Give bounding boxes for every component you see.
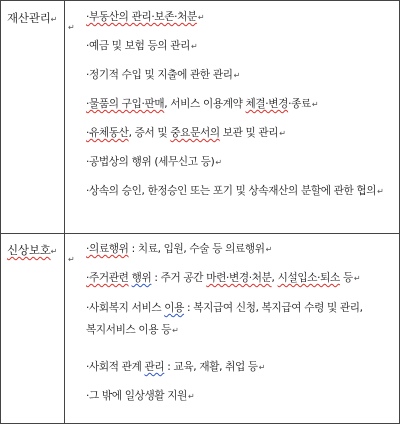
list-item-text: ·정기적 수입 및 지출에 관한 관리 [86, 69, 233, 81]
list-item-text: ·유체동산 [86, 127, 129, 139]
table-left-border [0, 0, 1, 424]
list-item-text: 행위 [131, 272, 152, 284]
list-item [86, 238, 392, 261]
paragraph-mark-icon: ↵ [68, 23, 75, 32]
list-item-text: ·부동산의 관리·보존·처분 [86, 11, 197, 23]
list-item-text: 마련·변경·처분 [206, 272, 272, 284]
list-item [86, 122, 392, 145]
list-item [86, 180, 386, 203]
table-top-border [0, 0, 400, 1]
paragraph-mark-icon: ↵ [215, 158, 222, 167]
list-item-text: ·예금 및 보험 등의 관리 [86, 40, 191, 52]
paragraph-mark-icon: ↵ [233, 71, 240, 80]
paragraph-mark-icon: ↵ [279, 129, 286, 138]
list-item-text: 중요문서의 [170, 127, 220, 139]
list-item [86, 6, 392, 29]
paragraph-mark-icon: ↵ [353, 274, 361, 283]
list-item-text: ·그 밖에 일상생활 지원 [86, 390, 188, 402]
list-item-text: ·종료 [288, 98, 311, 110]
paragraph-mark-icon: ↵ [265, 245, 272, 254]
paragraph-mark-icon: ↵ [50, 15, 58, 24]
paragraph-mark-icon: ↵ [188, 392, 195, 401]
category-cell-label: 재산관리↵ [7, 11, 58, 25]
paragraph-mark-icon: ↵ [172, 326, 179, 335]
list-item-text: , [271, 272, 278, 284]
list-item-text: 관리 [144, 361, 165, 373]
list-item [86, 151, 392, 174]
list-item [86, 93, 392, 116]
list-item [86, 297, 386, 342]
list-item-text: : 복지급여 신청, 복지급여 수령 및 관리, 복지서비스 이용 등 [86, 302, 363, 336]
category-cell-label: 신상보호↵ [7, 243, 58, 257]
table-column-divider [64, 0, 65, 424]
list-item-text: ·사회복지 서비스 [86, 302, 165, 314]
list-item-text: ·주거관련 [86, 272, 129, 284]
list-item-text: 체결·변경 [245, 98, 289, 110]
list-item-text: , 서비스 이용계약 [164, 98, 246, 110]
table-row-divider [0, 233, 400, 234]
list-item-text: ·사회적 관계 [86, 361, 145, 373]
paragraph-mark-icon: ↵ [258, 363, 266, 372]
list-item-text: : 주거 공간 [151, 272, 207, 284]
list-item-text: 시설입소·퇴소 [277, 272, 340, 284]
list-item [86, 267, 392, 290]
list-item-text: ·상속의 승인, 한정승인 또는 포기 및 상속재산의 분할에 관한 협의 [86, 185, 377, 197]
paragraph-mark-icon: ↵ [68, 255, 75, 264]
list-item-text: , 증서 및 [128, 127, 171, 139]
paragraph-mark-icon: ↵ [311, 100, 319, 109]
paragraph-mark-icon: ↵ [377, 187, 384, 196]
list-item [86, 385, 392, 408]
list-item-text: : 치료, 입원, 수술 등 의료행위 [128, 243, 265, 255]
list-item-text: ·물품의 구입·판매 [86, 98, 165, 110]
paragraph-mark-icon: ↵ [197, 13, 205, 22]
paragraph-mark-icon: ↵ [50, 247, 58, 256]
list-item [86, 35, 392, 58]
list-item-text: : 교육, 재활, 취업 등 [164, 361, 258, 373]
list-item-text: 보관 및 관리 [219, 127, 279, 139]
list-item-text: 이용 [164, 302, 185, 314]
list-item-text: ·의료행위 [86, 243, 129, 255]
list-item [86, 356, 392, 379]
list-item-text: ·공법상의 행위 (세무신고 등) [86, 156, 215, 168]
list-item [86, 64, 392, 87]
paragraph-mark-icon: ↵ [191, 42, 198, 51]
list-item-text: 등 [339, 272, 353, 284]
